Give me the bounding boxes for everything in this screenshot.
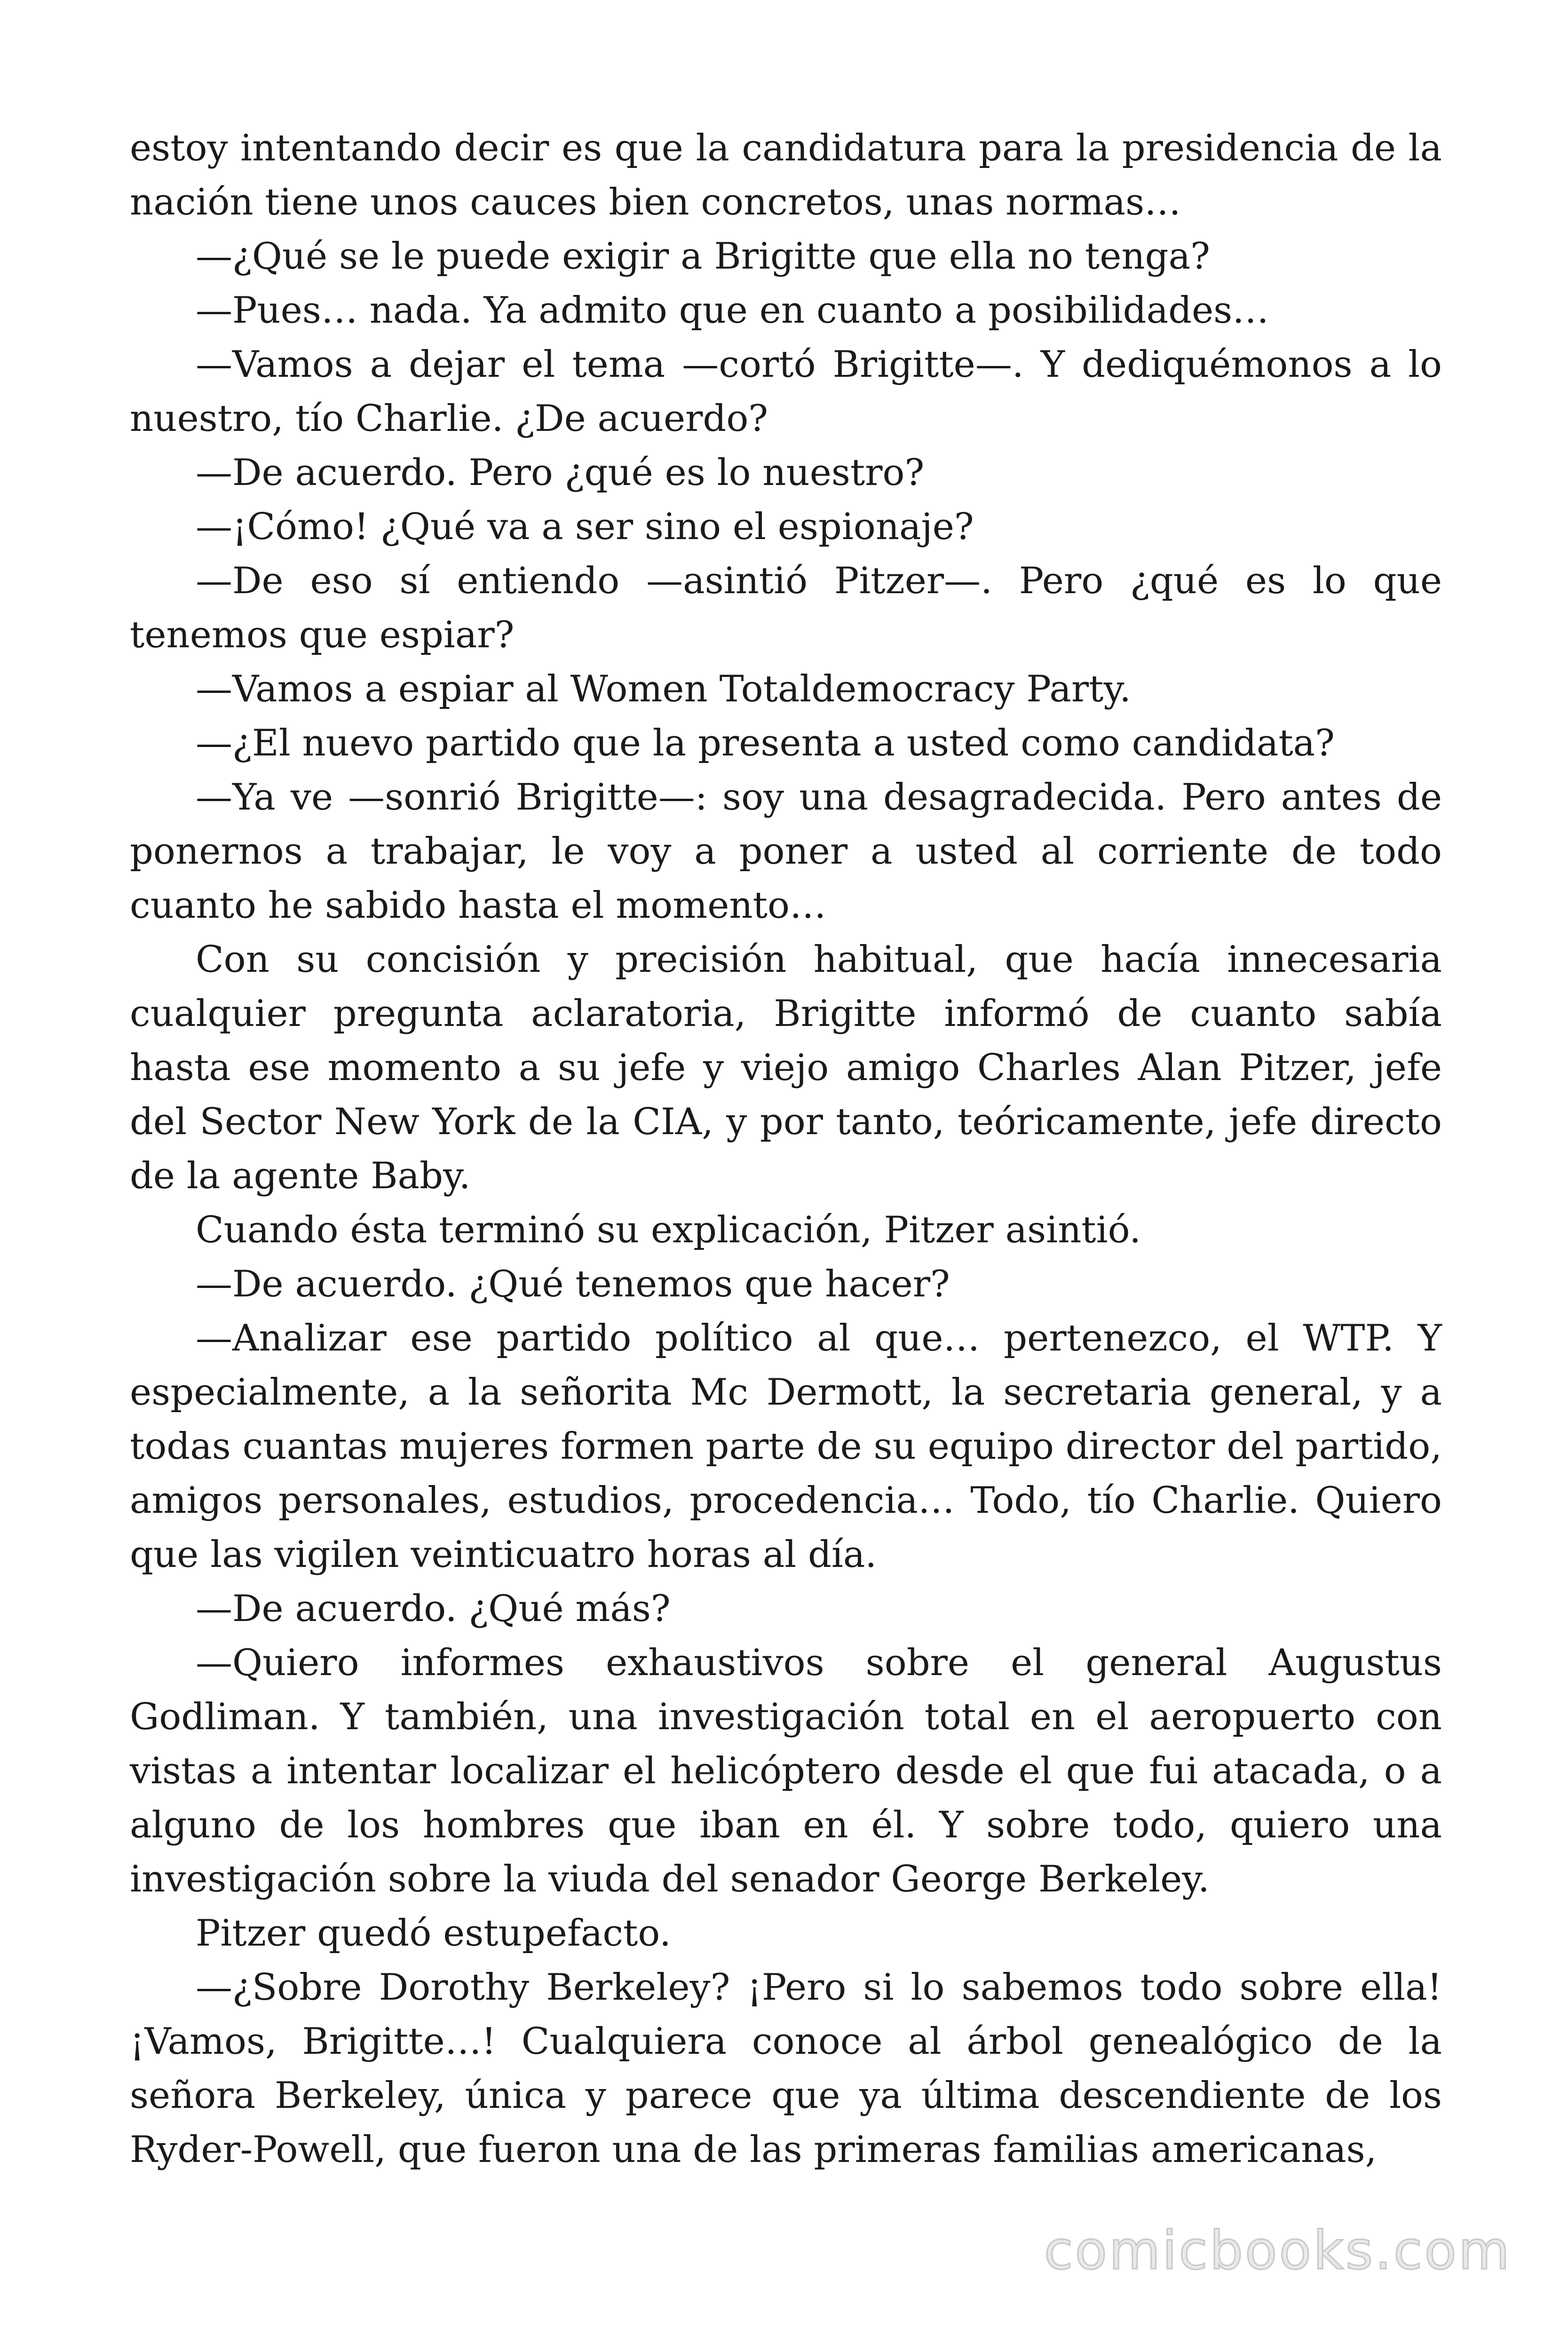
- paragraph: —De acuerdo. ¿Qué más?: [196, 1588, 671, 1630]
- paragraph: —¿Qué se le puede exigir a Brigitte que ella no tenga?: [196, 235, 1210, 278]
- paragraph: —¿Sobre Dorothy Berkeley? ¡Pero si lo sabemos todo sobre ella! ¡Vamos, Brigitte…! Cualquiera conoce al árbol genealógico de la señora Berkeley, única y parece que ya última descendiente de los Ryder-Powell, que fueron una de las primeras familias americanas,: [130, 1966, 1442, 2171]
- paragraph: —Analizar ese partido político al que… pertenezco, el WTP. Y especialmente, a la señorita Mc Dermott, la secretaria general, y a todas cuantas mujeres formen parte de su equipo director del partido, amigos personales, estudios, procedencia… Todo, tío Charlie. Quiero que las vigilen veinticuatro horas al día.: [130, 1317, 1442, 1576]
- paragraph: —De acuerdo. Pero ¿qué es lo nuestro?: [196, 452, 925, 494]
- paragraph: estoy intentando decir es que la candidatura para la presidencia de la nación tiene unos cauces bien concretos, unas normas…: [130, 127, 1442, 223]
- paragraph: —Vamos a dejar el tema —cortó Brigitte—. Y dediquémonos a lo nuestro, tío Charlie. ¿De acuerdo?: [130, 343, 1442, 440]
- paragraph: —De eso sí entiendo —asintió Pitzer—. Pero ¿qué es lo que tenemos que espiar?: [130, 560, 1442, 656]
- paragraph: —Quiero informes exhaustivos sobre el general Augustus Godliman. Y también, una investigación total en el aeropuerto con vistas a intentar localizar el helicóptero desde el que fui atacada, o a alguno de los hombres que iban en él. Y sobre todo, quiero una investigación sobre la viuda del senador George Berkeley.: [130, 1642, 1442, 1900]
- paragraph: —¿El nuevo partido que la presenta a usted como candidata?: [196, 722, 1335, 764]
- paragraph: —Vamos a espiar al Women Totaldemocracy Party.: [196, 668, 1131, 710]
- paragraph: —Pues… nada. Ya admito que en cuanto a posibilidades…: [196, 289, 1269, 332]
- paragraph: —De acuerdo. ¿Qué tenemos que hacer?: [196, 1263, 950, 1305]
- paragraph: Con su concisión y precisión habitual, que hacía innecesaria cualquier pregunta aclaratoria, Brigitte informó de cuanto sabía hasta ese momento a su jefe y viejo amigo Charles Alan Pitzer, jefe del Sector New York de la CIA, y por tanto, teóricamente, jefe directo de la agente Baby.: [130, 938, 1442, 1197]
- page-body: [130, 121, 1442, 2177]
- paragraph: Pitzer quedó estupefacto.: [196, 1912, 671, 1955]
- paragraph: —¡Cómo! ¿Qué va a ser sino el espionaje?: [196, 506, 974, 548]
- paragraph: —Ya ve —sonrió Brigitte—: soy una desagradecida. Pero antes de ponernos a trabajar, le voy a poner a usted al corriente de todo cuanto he sabido hasta el momento…: [130, 776, 1442, 927]
- watermark: comicbooks.com: [1044, 2220, 1512, 2281]
- paragraph: Cuando ésta terminó su explicación, Pitzer asintió.: [196, 1209, 1141, 1251]
